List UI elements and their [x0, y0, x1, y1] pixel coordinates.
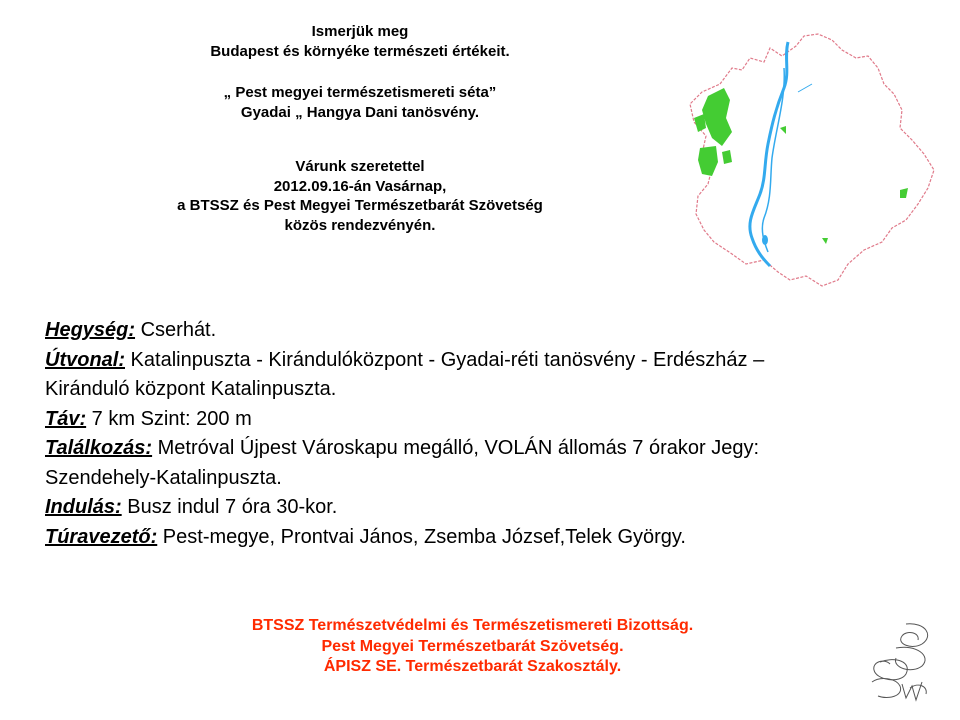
- route-label: Útvonal:: [45, 348, 125, 371]
- header-line-1: Ismerjük meg: [311, 23, 409, 40]
- meeting-value: Metróval Újpest Városkapu megálló, VOLÁN állomás 7 órakor Jegy:: [152, 437, 760, 459]
- header-line-8: közös rendezvényén.: [284, 216, 436, 234]
- header-line-3: „ Pest megyei természetismereti séta”: [223, 84, 497, 101]
- mountain-label: Hegység:: [45, 319, 136, 341]
- route-row-continued: [45, 375, 925, 405]
- organizers-footer: [180, 616, 765, 678]
- header-line-7: a BTSSZ és Pest Megyei Természetbarát Szövetség: [177, 197, 543, 214]
- footer-line-3: ÁPISZ SE. Természetbarát Szakosztály.: [323, 658, 622, 675]
- meeting-value-continued: Szendehely-Katalinpuszta.: [45, 466, 282, 489]
- mountain-value: Cserhát.: [135, 319, 217, 341]
- distance-row: [45, 405, 925, 435]
- meeting-row: [45, 434, 925, 464]
- event-details: [45, 316, 925, 552]
- guide-value: Pest-megye, Prontvai János, Zsemba József,Telek György.: [157, 525, 686, 548]
- departure-value: Busz indul 7 óra 30-kor.: [121, 496, 338, 518]
- footer-line-1: BTSSZ Természetvédelmi és Természetismereti Bizottság.: [251, 617, 694, 634]
- distance-value: 7 km Szint: 200 m: [86, 407, 252, 430]
- budapest-map-illustration: [672, 28, 942, 290]
- departure-row: [45, 493, 925, 523]
- route-row: [45, 346, 925, 376]
- distance-label: Táv:: [45, 407, 87, 430]
- meeting-row-continued: [45, 464, 925, 494]
- swirl-monogram-logo: [866, 618, 938, 702]
- header-line-6: 2012.09.16-án Vasárnap,: [273, 177, 447, 195]
- guide-row: [45, 523, 925, 553]
- mountain-row: [45, 316, 925, 346]
- route-value: Katalinpuszta - Kirándulóközpont - Gyadai-réti tanösvény - Erdészház –: [125, 348, 765, 371]
- header-line-2: Budapest és környéke természeti értékeit.: [210, 42, 510, 60]
- guide-label: Túravezető:: [45, 525, 158, 548]
- footer-line-2: Pest Megyei Természetbarát Szövetség.: [321, 637, 624, 655]
- header-line-5: Várunk szeretettel: [295, 158, 425, 175]
- meeting-label: Találkozás:: [45, 437, 153, 459]
- header-line-4: Gyadai „ Hangya Dani tanösvény.: [240, 103, 480, 121]
- departure-label: Indulás:: [45, 496, 122, 518]
- route-value-continued: Kiránduló központ Katalinpuszta.: [45, 378, 337, 400]
- event-header: [100, 22, 620, 235]
